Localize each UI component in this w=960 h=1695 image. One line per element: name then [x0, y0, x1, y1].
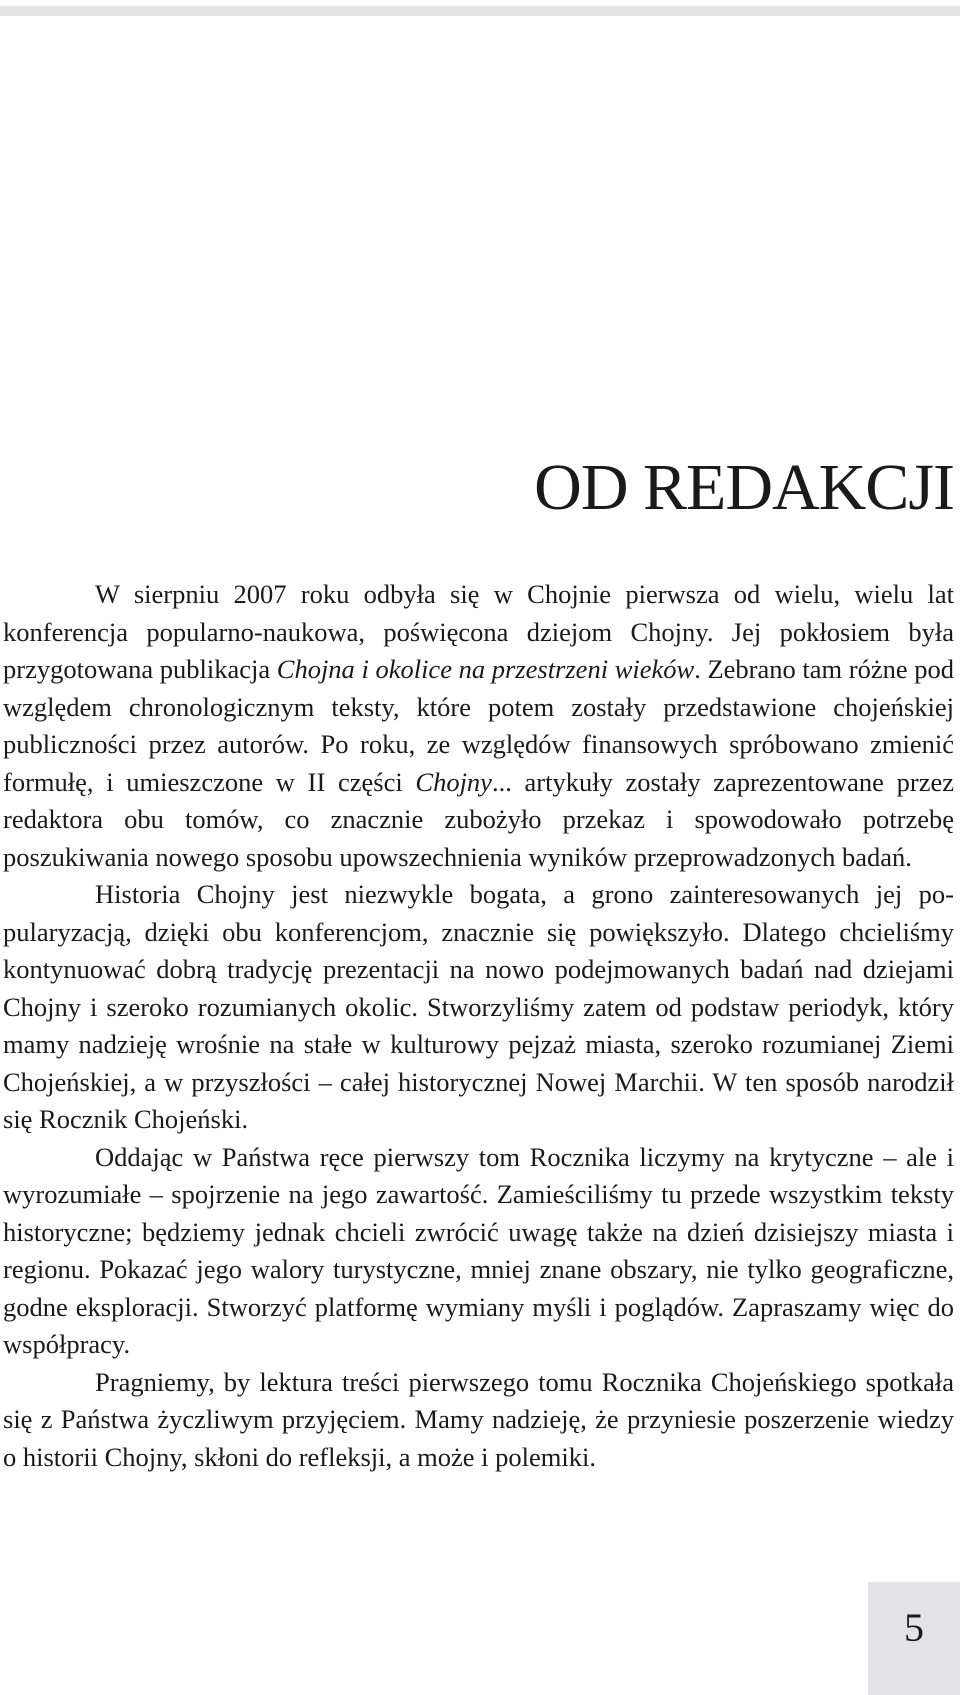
paragraph-1-text-b: . Zebrano tam różne pod względem chronologicznym teksty, które potem zostały przedstawione chojeńskiej publiczności przez autorów. Po roku, ze względów finansowych spróbowano zmienić formułę, i umieszczone w II części [3, 654, 954, 797]
page-number-box [868, 1582, 960, 1695]
paragraph-1-text-a: W sierpniu 2007 roku odbyła się w Chojnie pierwsza od wielu, wielu lat konferencja popularno-naukowa, poświęcona dziejom Chojny. Jej pokłosiem była przygotowana publikacja [3, 579, 954, 684]
paragraph-1 [3, 576, 954, 876]
paragraph-2: Historia Chojny jest niezwykle bogata, a grono zainteresowanych jej popularyzacją, dzięki obu konferencjom, znacznie się powiększyło. Dlatego chcieliśmy kontynuować dobrą tradycję prezentacji na nowo podejmowanych badań nad dziejami Chojny i szeroko rozumianych okolic. Stworzyliśmy zatem od podstaw periodyk, który mamy nadzieję wrośnie na stałe w kulturowy pejzaż miasta, szeroko rozumianej Ziemi Chojeńskiej, a w przyszłości – całej historycznej Nowej Marchii. W ten sposób narodził się Rocznik Chojeński. [3, 879, 954, 1134]
article-body [3, 576, 954, 1476]
page-number: 5 [904, 1605, 924, 1650]
top-rule [0, 6, 960, 16]
paragraph-4: Pragniemy, by lektura treści pierwszego tomu Rocznika Chojeńskiego spotkała się z Państwa życzliwym przyjęciem. Mamy nadzieję, że przyniesie poszerzenie wiedzy o historii Chojny, skłoni do refleksji, a może i polemiki. [3, 1366, 954, 1472]
paragraph-3: Oddając w Państwa ręce pierwszy tom Rocznika liczymy na krytyczne – ale i wyrozumiałe – spojrzenie na jego zawartość. Zamieściliśmy tu przede wszystkim teksty historyczne; będziemy jednak chcieli zwrócić uwagę także na dzień dzisiejszy miasta i regionu. Pokazać jego walory turystyczne, mniej znane obszary, nie tylko geograficzne, godne eksploracji. Stworzyć platformę wymiany myśli i poglądów. Zapraszamy więc do współpracy. [3, 1141, 954, 1359]
book-title-italic: Chojna i okolice na przestrzeni wieków [276, 654, 695, 684]
section-heading: OD REDAKCJI [534, 451, 954, 524]
paragraph-1-text-c: ... artykuły zostały zaprezentowane przez redaktora obu tomów, co znacznie zubożyło przekaz i spowodowało potrzebę poszukiwania nowego sposobu upowszechnienia wyników przeprowadzonych badań. [3, 766, 954, 872]
book-title-short-italic: Chojny [415, 766, 492, 797]
